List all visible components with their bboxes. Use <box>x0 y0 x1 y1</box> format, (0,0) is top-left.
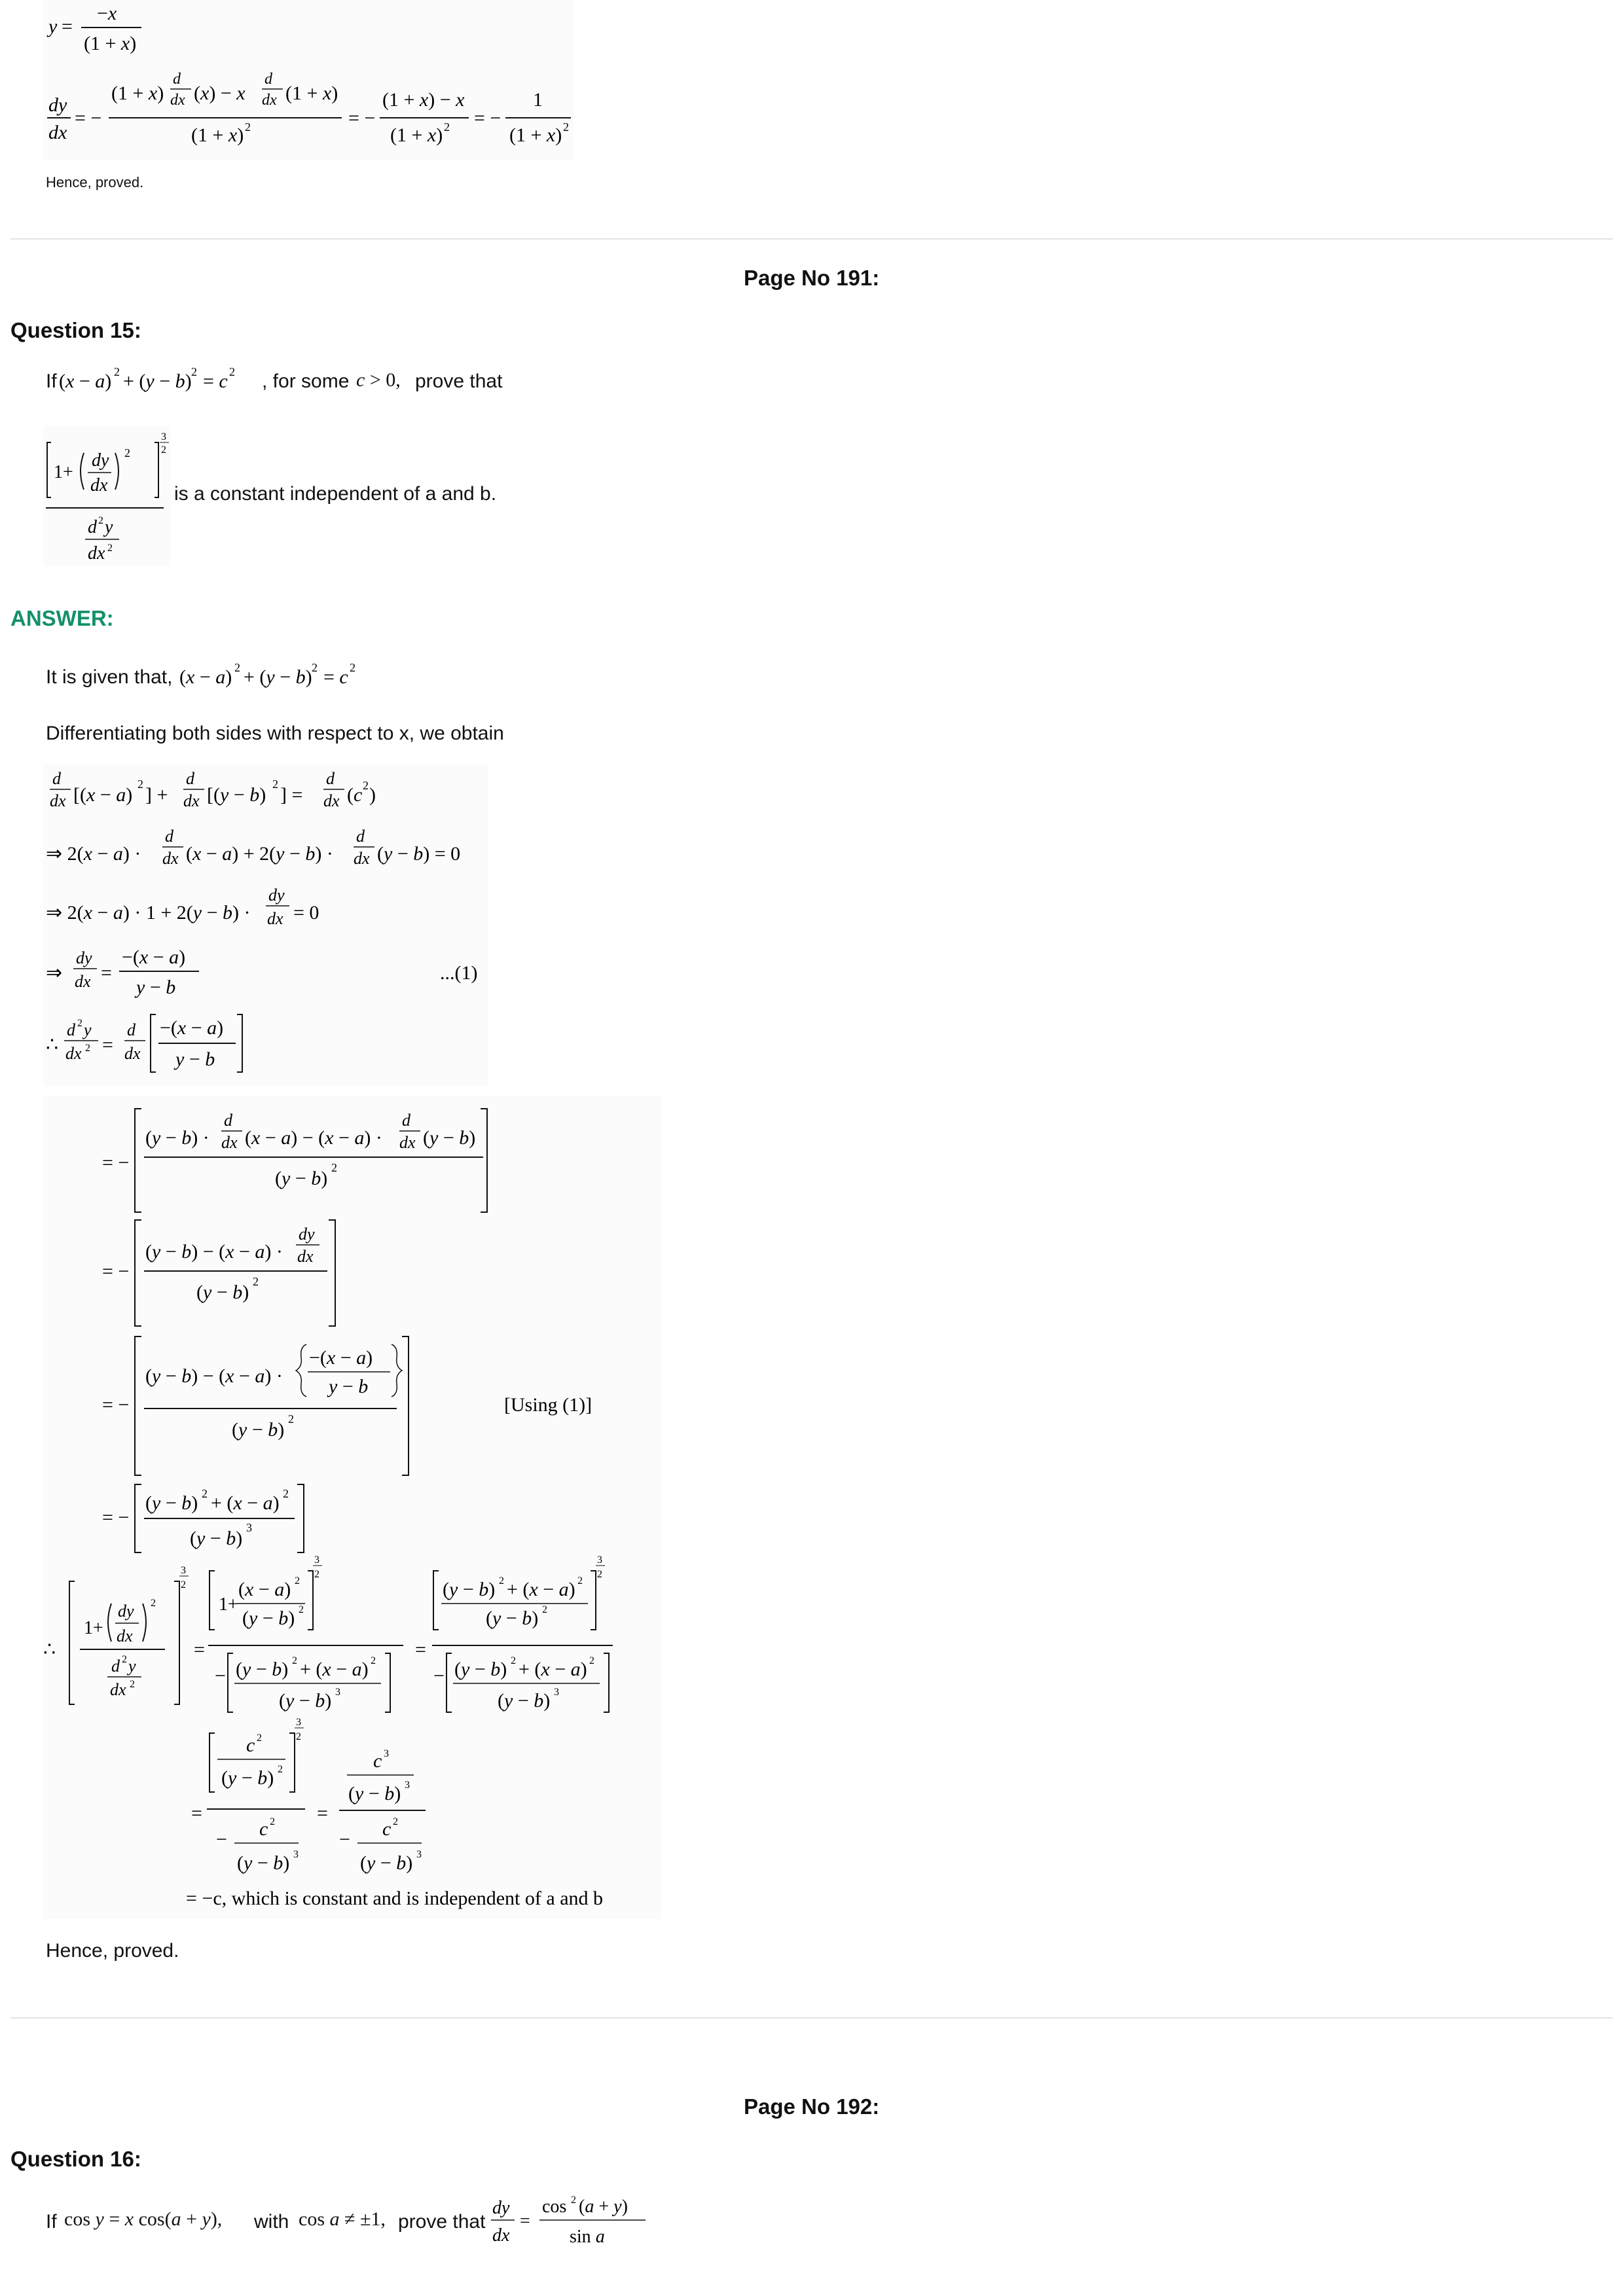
svg-text:2: 2 <box>331 1161 337 1174</box>
svg-text:(y − b): (y − b) <box>236 1659 289 1680</box>
svg-text:dy: dy <box>118 1602 134 1621</box>
derivation-first-derivative <box>43 763 495 1090</box>
svg-text:+ (y − b): + (y − b) <box>123 370 192 392</box>
svg-text:d: d <box>326 769 335 788</box>
using-1-note: [Using (1)] <box>504 1394 593 1416</box>
svg-text:(y − b): (y − b) <box>242 1607 295 1629</box>
svg-text:2: 2 <box>181 1579 186 1590</box>
svg-text:3: 3 <box>246 1521 252 1534</box>
svg-text:(y − b): (y − b) <box>454 1659 507 1680</box>
top-hence-proved: Hence, proved. <box>46 174 144 190</box>
svg-text:−(x − a): −(x − a) <box>122 946 186 968</box>
svg-text:dy: dy <box>492 2198 510 2218</box>
svg-text:(c: (c <box>347 784 363 806</box>
svg-text:2: 2 <box>589 1655 594 1666</box>
svg-text:2: 2 <box>444 120 450 134</box>
svg-text:3: 3 <box>554 1687 559 1698</box>
svg-text:+ (x − a): + (x − a) <box>507 1579 575 1600</box>
svg-text:3: 3 <box>597 1554 602 1566</box>
svg-text:(a + y): (a + y) <box>579 2197 628 2217</box>
svg-text:2: 2 <box>350 661 356 674</box>
svg-text:2: 2 <box>292 1655 297 1666</box>
svg-text:=: = <box>317 1803 328 1824</box>
svg-text:y − b: y − b <box>175 1049 215 1070</box>
svg-text:∴: ∴ <box>43 1639 56 1660</box>
svg-text:d: d <box>67 1020 75 1039</box>
svg-text:2: 2 <box>229 365 235 378</box>
svg-text:2: 2 <box>542 1604 547 1615</box>
svg-text:c: c <box>373 1750 382 1772</box>
question-16-title: Question 16: <box>10 2147 141 2171</box>
q16-equation: cos y = x cos(a + y), <box>64 2208 223 2230</box>
q15-curvature-expression <box>43 425 174 569</box>
svg-text:y − b: y − b <box>136 977 176 998</box>
svg-text:−: − <box>215 1665 226 1687</box>
svg-text:2: 2 <box>563 120 569 134</box>
svg-text:(y − b): (y − b) <box>221 1767 274 1789</box>
svg-text:d: d <box>127 1020 136 1039</box>
svg-text:cos: cos <box>542 2197 567 2217</box>
svg-text:=: = <box>194 1639 205 1660</box>
svg-text:(1 + x): (1 + x) <box>84 33 137 54</box>
svg-text:dx: dx <box>170 92 185 109</box>
svg-text:d: d <box>165 827 173 846</box>
svg-text:= −: = − <box>102 1261 130 1282</box>
svg-text:1: 1 <box>533 89 543 111</box>
svg-text:y − b: y − b <box>329 1376 369 1397</box>
divider-2 <box>10 2017 1613 2018</box>
svg-text:[(x − a): [(x − a) <box>73 784 133 806</box>
svg-text:(1 + x): (1 + x) <box>390 124 443 146</box>
svg-text:(y − b) = 0: (y − b) = 0 <box>377 843 461 865</box>
svg-text:⇒: ⇒ <box>46 962 63 984</box>
svg-text:c: c <box>246 1734 255 1756</box>
svg-text:(1 + x): (1 + x) <box>285 82 338 104</box>
svg-text:d: d <box>264 71 272 88</box>
svg-text:2: 2 <box>122 1654 127 1665</box>
svg-text:(x − a): (x − a) <box>238 1579 291 1600</box>
svg-text:(x − a): (x − a) <box>59 370 112 392</box>
svg-text:(1 + x): (1 + x) <box>191 124 244 146</box>
svg-text:+ (y − b): + (y − b) <box>244 666 312 688</box>
svg-text:2: 2 <box>278 1764 283 1775</box>
svg-text:dx: dx <box>267 909 283 928</box>
svg-text:= −: = − <box>348 107 376 129</box>
svg-text:=: = <box>520 2211 530 2231</box>
svg-text:dy: dy <box>76 948 92 967</box>
svg-text:] +: ] + <box>145 784 168 806</box>
svg-text:dx: dx <box>183 791 200 810</box>
svg-text:dx: dx <box>492 2225 510 2246</box>
q16-if: If <box>46 2211 57 2233</box>
eq-ref-1: ...(1) <box>440 962 478 984</box>
differentiating-text: Differentiating both sides with respect to x, we obtain <box>46 723 504 744</box>
svg-text:2: 2 <box>499 1575 504 1587</box>
q16-target-expression <box>488 2190 652 2255</box>
svg-text:2: 2 <box>270 1816 275 1827</box>
svg-text:] =: ] = <box>280 784 303 806</box>
svg-text:3: 3 <box>161 431 166 442</box>
svg-text:2: 2 <box>312 661 318 674</box>
svg-text:−: − <box>433 1665 445 1687</box>
svg-text:2: 2 <box>577 1575 583 1587</box>
svg-text:2: 2 <box>77 1018 82 1029</box>
svg-text:2: 2 <box>571 2195 576 2206</box>
svg-text:+ (x − a): + (x − a) <box>519 1659 587 1680</box>
svg-text:−: − <box>339 1829 350 1850</box>
svg-text:dx: dx <box>399 1133 416 1152</box>
svg-text:2: 2 <box>393 1816 398 1827</box>
svg-text:1+: 1+ <box>54 462 73 482</box>
svg-text:=: = <box>101 962 112 984</box>
svg-text:2: 2 <box>597 1569 602 1580</box>
svg-text:d: d <box>88 517 97 537</box>
q16-condition: cos a ≠ ±1, <box>299 2208 386 2230</box>
svg-text:dx: dx <box>48 122 67 143</box>
svg-text:(x) − x: (x) − x <box>194 82 246 104</box>
svg-text:= 0: = 0 <box>293 902 319 924</box>
svg-text:(y − b): (y − b) <box>196 1282 249 1303</box>
svg-text:2: 2 <box>295 1575 300 1587</box>
svg-text:(y − b): (y − b) <box>360 1852 413 1874</box>
q15-if: If <box>46 370 57 392</box>
svg-text:2: 2 <box>363 779 369 792</box>
svg-text:2: 2 <box>107 543 113 554</box>
svg-text:(y − b): (y − b) <box>232 1419 285 1441</box>
answer-label: ANSWER: <box>10 606 114 630</box>
svg-text:−x: −x <box>97 3 117 24</box>
svg-text:(y − b): (y − b) <box>275 1168 328 1189</box>
svg-text:(y − b): (y − b) <box>237 1852 290 1874</box>
derivation-second-derivative <box>43 1096 665 1922</box>
svg-text:2: 2 <box>299 1604 304 1615</box>
svg-text:[(y − b): [(y − b) <box>207 784 266 806</box>
divider-1 <box>10 238 1613 240</box>
svg-text:= −: = − <box>75 107 102 129</box>
svg-text:(1 + x): (1 + x) <box>111 82 164 104</box>
svg-text:dx: dx <box>323 791 340 810</box>
svg-text:dx: dx <box>354 849 370 868</box>
hence-proved-15: Hence, proved. <box>46 1940 179 1962</box>
svg-text:c: c <box>259 1818 268 1840</box>
svg-text:sin a: sin a <box>570 2227 605 2247</box>
page-label-192: Page No 192: <box>744 2094 880 2119</box>
svg-text:1+: 1+ <box>84 1618 103 1638</box>
svg-text:2: 2 <box>511 1655 516 1666</box>
svg-text:2: 2 <box>283 1487 289 1500</box>
svg-text:(y − b) − (x − a) ·: (y − b) − (x − a) · <box>145 1365 283 1387</box>
svg-text:−: − <box>216 1829 227 1850</box>
svg-text:2: 2 <box>272 778 278 791</box>
svg-text:d: d <box>173 71 181 88</box>
svg-text:2: 2 <box>245 120 251 134</box>
svg-text:d: d <box>224 1111 232 1130</box>
q15-condition: c > 0, <box>356 369 401 391</box>
svg-text:c: c <box>382 1818 392 1840</box>
svg-text:2: 2 <box>314 1569 319 1580</box>
svg-text:2: 2 <box>114 365 120 378</box>
svg-text:−(x − a): −(x − a) <box>309 1347 373 1369</box>
svg-text:3: 3 <box>314 1554 319 1566</box>
svg-text:d: d <box>402 1111 410 1130</box>
svg-text:2: 2 <box>296 1731 301 1742</box>
svg-text:(y − b): (y − b) <box>486 1607 539 1629</box>
svg-text:dx: dx <box>262 92 277 109</box>
svg-text:(y − b): (y − b) <box>443 1579 496 1600</box>
svg-text:(y − b) − (x − a) ·: (y − b) − (x − a) · <box>145 1241 283 1263</box>
svg-text:dx: dx <box>75 972 91 991</box>
svg-text:2: 2 <box>253 1275 259 1288</box>
given-text: It is given that, <box>46 666 173 688</box>
svg-text:(x − a) + 2(y − b) ·: (x − a) + 2(y − b) · <box>186 843 333 865</box>
svg-text:dx: dx <box>124 1044 141 1063</box>
svg-text:= −: = − <box>474 107 501 129</box>
svg-text:3: 3 <box>416 1849 422 1860</box>
svg-text:(y − b): (y − b) <box>348 1783 401 1804</box>
svg-text:dy: dy <box>268 886 285 905</box>
svg-text:= −: = − <box>102 1394 130 1416</box>
svg-text:(y − b): (y − b) <box>145 1492 198 1514</box>
svg-text:3: 3 <box>296 1717 301 1728</box>
page-label-191: Page No 191: <box>744 266 880 290</box>
q15-for-some: , for some <box>262 370 350 392</box>
q15-circle-equation <box>58 361 267 398</box>
svg-text:(y − b): (y − b) <box>498 1690 551 1712</box>
svg-text:dx: dx <box>221 1133 238 1152</box>
svg-text:dx: dx <box>297 1247 314 1266</box>
svg-text:y: y <box>105 517 113 537</box>
svg-text:1+: 1+ <box>219 1594 238 1615</box>
svg-text:(y − b): (y − b) <box>423 1127 476 1149</box>
svg-text:(y − b): (y − b) <box>279 1690 332 1712</box>
svg-text:dx: dx <box>88 543 105 564</box>
svg-text:(1 + x) − x: (1 + x) − x <box>382 89 465 111</box>
svg-text:2: 2 <box>130 1679 135 1690</box>
svg-text:= −: = − <box>102 1152 130 1174</box>
svg-text:3: 3 <box>405 1780 410 1791</box>
svg-text:2: 2 <box>234 661 240 674</box>
svg-text:+ (x − a): + (x − a) <box>211 1492 280 1514</box>
svg-text:2: 2 <box>98 515 103 526</box>
svg-text:dx: dx <box>50 791 66 810</box>
svg-text:3: 3 <box>384 1748 389 1759</box>
svg-text:2: 2 <box>137 778 143 791</box>
svg-text:⇒ 2(x − a) ·: ⇒ 2(x − a) · <box>46 843 141 865</box>
svg-text:dx: dx <box>162 849 179 868</box>
svg-text:∴: ∴ <box>46 1034 59 1056</box>
svg-text:+ (x − a): + (x − a) <box>300 1659 369 1680</box>
svg-text:3: 3 <box>335 1687 340 1698</box>
svg-text:2: 2 <box>191 365 197 378</box>
svg-text:−(x − a): −(x − a) <box>160 1017 224 1039</box>
svg-text:dx: dx <box>65 1044 82 1063</box>
q16-with: with <box>254 2211 289 2233</box>
svg-text:y: y <box>84 1020 92 1039</box>
svg-text:2: 2 <box>85 1043 90 1054</box>
q16-prove-that: prove that <box>398 2211 486 2233</box>
svg-text:): ) <box>369 784 376 806</box>
svg-text:d: d <box>356 827 365 846</box>
svg-text:y: y <box>48 16 58 37</box>
svg-text:dx: dx <box>90 475 108 495</box>
final-result-line: = −c, which is constant and is independent of a and b <box>186 1888 604 1909</box>
svg-text:(1 + x): (1 + x) <box>509 124 562 146</box>
svg-text:y: y <box>128 1657 136 1676</box>
svg-text:2: 2 <box>257 1732 262 1744</box>
svg-text:=: = <box>191 1803 202 1824</box>
svg-text:(y − b) ·: (y − b) · <box>145 1127 210 1149</box>
svg-text:=: = <box>415 1639 426 1660</box>
svg-text:=: = <box>102 1034 113 1056</box>
svg-text:2: 2 <box>371 1655 376 1666</box>
svg-text:d: d <box>52 769 61 788</box>
svg-text:⇒ 2(x − a) · 1 + 2(y − b) ·: ⇒ 2(x − a) · 1 + 2(y − b) · <box>46 902 251 924</box>
svg-text:d: d <box>186 769 194 788</box>
svg-text:dy: dy <box>299 1225 315 1244</box>
q15-prove-that: prove that <box>415 370 503 392</box>
svg-text:2: 2 <box>151 1598 156 1609</box>
svg-text:(x − a) − (x − a) ·: (x − a) − (x − a) · <box>245 1127 382 1149</box>
svg-text:dy: dy <box>48 94 67 116</box>
svg-text:(y − b): (y − b) <box>190 1528 243 1549</box>
svg-text:3: 3 <box>293 1849 299 1860</box>
svg-text:(x − a): (x − a) <box>179 666 232 688</box>
svg-text:3: 3 <box>181 1565 186 1576</box>
question-15-title: Question 15: <box>10 318 141 342</box>
svg-text:dx: dx <box>110 1680 126 1699</box>
q15-constant-statement: is a constant independent of a and b. <box>174 483 497 505</box>
given-equation <box>178 656 388 692</box>
svg-text:=: = <box>62 16 73 37</box>
svg-text:dx: dx <box>117 1626 133 1645</box>
svg-text:2: 2 <box>161 444 166 456</box>
svg-text:2: 2 <box>288 1412 294 1426</box>
svg-text:= c: = c <box>203 370 228 392</box>
top-derivative-equation <box>43 0 580 164</box>
svg-text:= −: = − <box>102 1507 130 1528</box>
svg-text:2: 2 <box>202 1487 208 1500</box>
svg-text:2: 2 <box>124 446 130 459</box>
svg-text:d: d <box>111 1657 120 1676</box>
svg-text:dy: dy <box>92 450 109 471</box>
svg-text:= c: = c <box>323 666 348 688</box>
